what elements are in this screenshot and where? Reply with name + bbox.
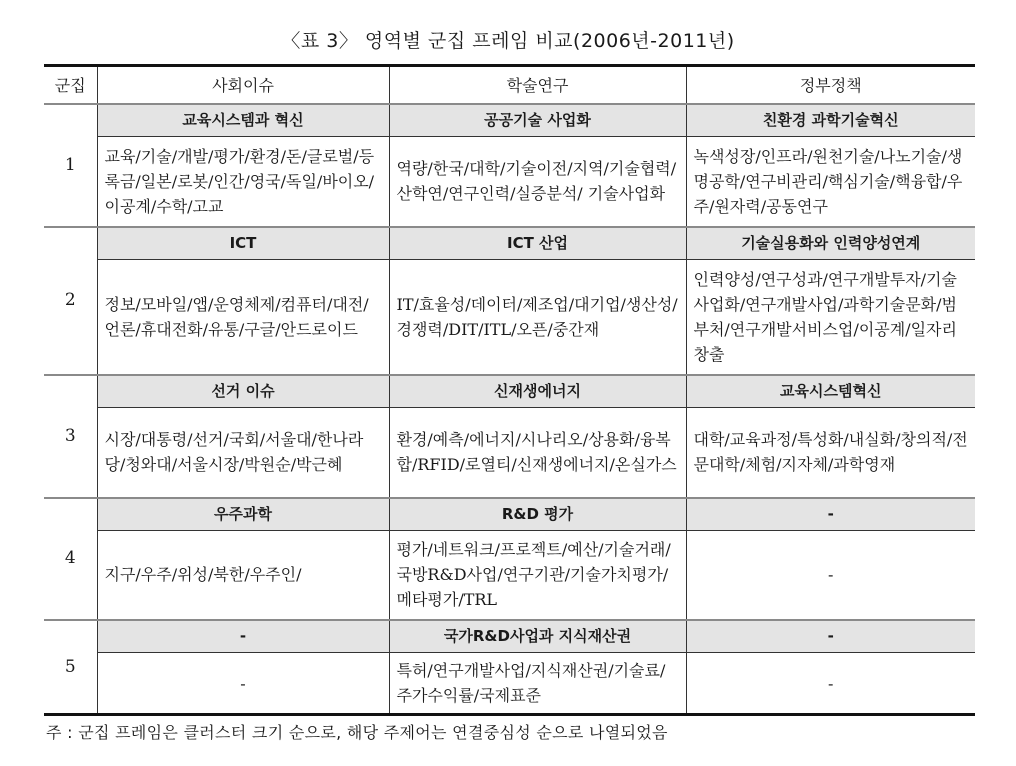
frame-row-2 [44,227,975,260]
cluster-number: 3 [44,375,97,498]
keyword-cell: 대학/교육과정/특성화/내실화/창의적/전문대학/체험/지자체/과학영재 [686,408,975,498]
frame-row-4 [44,498,975,531]
frame-label: ICT 산업 [389,227,686,260]
header-government-policy: 정부정책 [686,66,975,105]
keyword-row-4 [44,530,975,620]
frame-label: 교육시스템혁신 [686,375,975,408]
frame-label: - [686,620,975,653]
frame-label: R&D 평가 [389,498,686,531]
keyword-row-2 [44,259,975,375]
frame-label: - [686,498,975,531]
header-academic-research: 학술연구 [389,66,686,105]
keyword-cell: 역량/한국/대학/기술이전/지역/기술협력/산학연/연구인력/실증분석/ 기술사업화 [389,137,686,227]
keyword-cell: - [686,530,975,620]
frame-label: - [97,620,389,653]
frame-row-3 [44,375,975,408]
cluster-number: 1 [44,104,97,227]
keyword-cell: 인력양성/연구성과/연구개발투자/기술사업화/연구개발사업/과학기술문화/범부처/연구개발서비스업/이공계/일자리창출 [686,259,975,375]
frame-label: 기술실용화와 인력양성연계 [686,227,975,260]
keyword-cell: 교육/기술/개발/평가/환경/돈/글로벌/등록금/일본/로봇/인간/영국/독일/바이오/이공계/수학/고교 [97,137,389,227]
cluster-number: 5 [44,620,97,715]
table-footnote: 주 : 군집 프레임은 클러스터 크기 순으로, 해당 주제어는 연결중심성 순으로 나열되었음 [46,723,668,742]
table-header-row [44,66,975,105]
frame-label: 우주과학 [97,498,389,531]
keyword-cell: 환경/예측/에너지/시나리오/상용화/융복합/RFID/로열티/신재생에너지/온실가스 [389,408,686,498]
keyword-cell: 평가/네트워크/프로젝트/예산/기술거래/국방R&D사업/연구기관/기술가치평가/메타평가/TRL [389,530,686,620]
frame-label: 선거 이슈 [97,375,389,408]
frame-label: 교육시스템과 혁신 [97,104,389,137]
table-title: 〈표 3〉 영역별 군집 프레임 비교(2006년-2011년) [281,30,735,52]
keyword-cell: 특허/연구개발사업/지식재산권/기술료/주가수익률/국제표준 [389,653,686,715]
keyword-cell: 지구/우주/위성/북한/우주인/ [97,530,389,620]
frame-row-1 [44,104,975,137]
keyword-cell: - [97,653,389,715]
header-social-issue: 사회이슈 [97,66,389,105]
frame-label: 국가R&D사업과 지식재산권 [389,620,686,653]
keyword-cell: 시장/대통령/선거/국회/서울대/한나라당/청와대/서울시장/박원순/박근혜 [97,408,389,498]
keyword-row-1 [44,137,975,227]
frame-row-5 [44,620,975,653]
frame-label: 친환경 과학기술혁신 [686,104,975,137]
frame-label: 신재생에너지 [389,375,686,408]
keyword-cell: IT/효율성/데이터/제조업/대기업/생산성/경쟁력/DIT/ITL/오픈/중간재 [389,259,686,375]
cluster-number: 2 [44,227,97,376]
frame-label: 공공기술 사업화 [389,104,686,137]
keyword-cell: 정보/모바일/앱/운영체제/컴퓨터/대전/언론/휴대전화/유통/구글/안드로이드 [97,259,389,375]
cluster-number: 4 [44,498,97,621]
cluster-frame-table [44,64,975,716]
keyword-row-3 [44,408,975,498]
keyword-cell: - [686,653,975,715]
keyword-row-5 [44,653,975,715]
keyword-cell: 녹색성장/인프라/원천기술/나노기술/생명공학/연구비관리/핵심기술/핵융합/우주/원자력/공동연구 [686,137,975,227]
header-cluster: 군집 [44,66,97,105]
frame-label: ICT [97,227,389,260]
